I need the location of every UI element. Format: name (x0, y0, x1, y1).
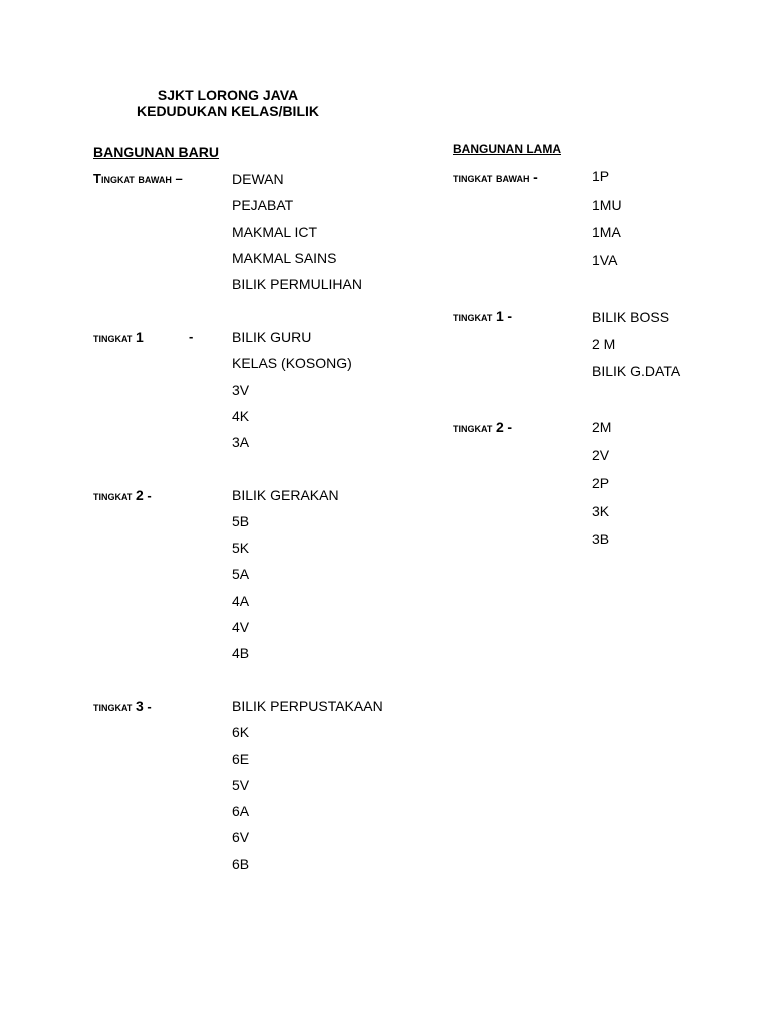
new-floor-2-item: 5A (232, 566, 250, 582)
floor-number: 1 (495, 308, 504, 324)
old-floor-1-item: BILIK G.DATA (592, 363, 681, 379)
old-ground-item: 1MA (592, 224, 621, 240)
new-floor-3-label (93, 699, 152, 713)
new-floor-2-item: BILIK GERAKAN (232, 487, 339, 503)
floor-dash: - (147, 699, 152, 714)
old-floor-1-label (453, 309, 512, 323)
new-floor-1-item: BILIK GURU (232, 329, 312, 345)
floor-word: tingkat (93, 488, 133, 503)
old-floor-1-item: BILIK BOSS (592, 309, 670, 325)
floor-number: 1 (135, 329, 144, 345)
document-title: SJKT LORONG JAVA (157, 87, 299, 103)
new-floor-3-item: BILIK PERPUSTAKAAN (232, 698, 383, 714)
new-ground-item: BILIK PERMULIHAN (232, 276, 362, 292)
floor-word: tingkat (453, 420, 493, 435)
new-floor-3-item: 6A (232, 803, 250, 819)
new-ground-item: MAKMAL ICT (232, 224, 318, 240)
floor-word: tingkat (453, 309, 493, 324)
new-floor-3-item: 6V (232, 829, 250, 845)
floor-number: 3 (135, 698, 144, 714)
new-floor-1-item: 4K (232, 408, 250, 424)
old-floor-2-label (453, 420, 512, 434)
floor-dash: - (533, 169, 538, 185)
new-ground-item: MAKMAL SAINS (232, 250, 337, 266)
old-floor-ground-label (453, 170, 538, 184)
new-floor-2-item: 5K (232, 540, 250, 556)
floor-dash: - (189, 329, 194, 344)
new-floor-2-item: 4B (232, 645, 250, 661)
new-floor-ground-label: Tingkat bawah – (93, 171, 183, 186)
floor-number: 2 (135, 487, 144, 503)
new-floor-1-item: 3A (232, 434, 250, 450)
floor-dash: - (507, 308, 513, 324)
old-floor-2-item: 2M (592, 419, 612, 435)
old-ground-item: 1VA (592, 252, 618, 268)
new-floor-2-label (93, 488, 152, 502)
document-subtitle: KEDUDUKAN KELAS/BILIK (137, 103, 319, 119)
new-floor-1-label (93, 330, 144, 344)
floor-word: tingkat (93, 330, 133, 345)
new-floor-1-item: KELAS (KOSONG) (232, 355, 352, 371)
old-ground-item: 1P (592, 168, 610, 184)
new-floor-3-item: 6K (232, 724, 250, 740)
old-ground-item: 1MU (592, 197, 622, 213)
old-floor-2-item: 2V (592, 447, 610, 463)
new-floor-3-item: 6B (232, 856, 250, 872)
floor-number: 2 (495, 419, 504, 435)
new-building-heading: BANGUNAN BARU (93, 144, 219, 160)
new-floor-2-item: 4A (232, 593, 250, 609)
new-ground-item: DEWAN (232, 171, 284, 187)
new-floor-3-item: 5V (232, 777, 250, 793)
old-floor-2-item: 3B (592, 531, 610, 547)
floor-dash: - (147, 488, 152, 503)
new-ground-item: PEJABAT (232, 197, 294, 213)
old-floor-2-item: 3K (592, 503, 610, 519)
floor-word: tingkat (93, 699, 133, 714)
new-floor-2-item: 5B (232, 513, 250, 529)
floor-dash: - (507, 419, 513, 435)
old-floor-1-item: 2 M (592, 336, 616, 352)
new-floor-1-item: 3V (232, 382, 250, 398)
old-building-heading: BANGUNAN LAMA (453, 142, 561, 156)
old-floor-2-item: 2P (592, 475, 610, 491)
new-floor-3-item: 6E (232, 751, 250, 767)
floor-word: tingkat bawah (453, 170, 530, 185)
new-floor-2-item: 4V (232, 619, 250, 635)
